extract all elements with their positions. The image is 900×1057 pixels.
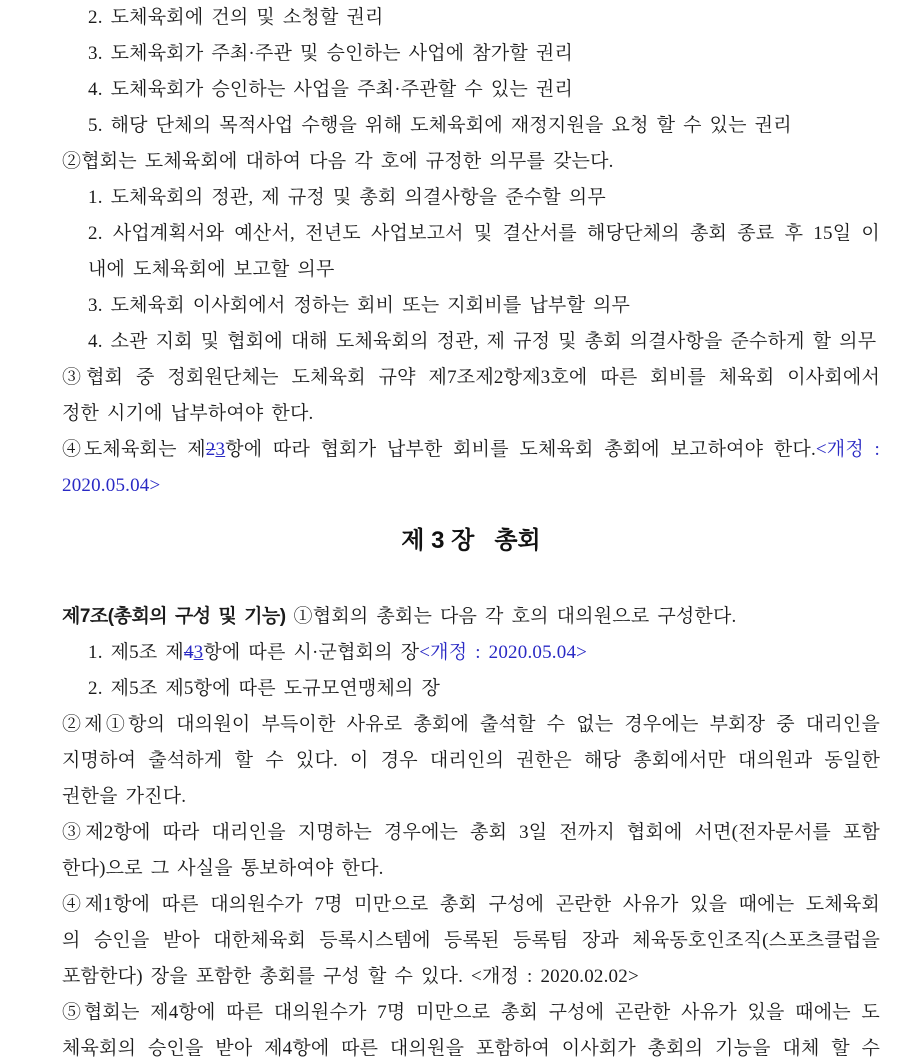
doc-line <box>62 216 880 252</box>
body-text: 1. 제5조 제 <box>88 642 184 663</box>
body-text: ⑤협회는 제4항에 따른 대의원수가 7명 미만으로 총회 구성에 곤란한 사유가 있을 때에는 도 <box>62 1002 880 1023</box>
doc-line <box>62 707 880 743</box>
doc-line <box>62 995 880 1031</box>
doc-line <box>62 468 880 504</box>
revision-note: <개정 : 2020.05.04> <box>419 642 588 663</box>
body-text: 5. 해당 단체의 목적사업 수행을 위해 도체육회에 재정지원을 요청 할 수 있는 권리 <box>88 115 792 136</box>
inserted-text: 3 <box>193 642 204 663</box>
doc-line <box>62 743 880 779</box>
body-text: ②제①항의 대의원이 부득이한 사유로 총회에 출석할 수 없는 경우에는 부회장 중 대리인을 <box>62 714 880 735</box>
body-text: 4. 소관 지회 및 협회에 대해 도체육회의 정관, 제 규정 및 총회 의결사항을 준수하게 할 의무 <box>88 331 877 352</box>
chapter-heading: 제 3 장 총회 <box>401 527 541 554</box>
body-text: ①협회의 총회는 다음 각 호의 대의원으로 구성한다. <box>285 606 737 627</box>
doc-line <box>62 72 880 108</box>
body-text: ②협회는 도체육회에 대하여 다음 각 호에 규정한 의무를 갖는다. <box>62 151 614 172</box>
revision-note: 2020.05.04> <box>62 475 161 496</box>
body-text: 내에 도체육회에 보고할 의무 <box>88 259 335 280</box>
body-text: 2. 사업계획서와 예산서, 전년도 사업보고서 및 결산서를 해당단체의 총회 종료 후 15일 이 <box>88 223 880 244</box>
document-body <box>62 0 880 1057</box>
doc-line <box>62 396 880 432</box>
body-text: 권한을 가진다. <box>62 786 187 807</box>
doc-line <box>62 36 880 72</box>
inserted-text: 3 <box>215 439 226 460</box>
doc-line <box>62 252 880 288</box>
body-text: 1. 도체육회의 정관, 제 규정 및 총회 의결사항을 준수할 의무 <box>88 187 606 208</box>
doc-line <box>62 851 880 887</box>
doc-line <box>62 288 880 324</box>
doc-line <box>62 959 880 995</box>
revision-note: <개정 : <box>815 439 880 460</box>
doc-line <box>62 324 880 360</box>
deleted-text: 4 <box>183 642 194 663</box>
body-text: ④제1항에 따른 대의원수가 7명 미만으로 총회 구성에 곤란한 사유가 있을 때에는 도체육회 <box>62 894 880 915</box>
doc-line <box>62 671 880 707</box>
body-text: 정한 시기에 납부하여야 한다. <box>62 403 314 424</box>
doc-line <box>62 432 880 468</box>
doc-line <box>62 887 880 923</box>
body-text: 항에 따라 협회가 납부한 회비를 도체육회 총회에 보고하여야 한다. <box>225 439 816 460</box>
doc-line <box>62 923 880 959</box>
body-text: ④도체육회는 제 <box>62 439 206 460</box>
doc-line <box>62 144 880 180</box>
doc-line <box>62 815 880 851</box>
body-text: ③제2항에 따라 대리인을 지명하는 경우에는 총회 3일 전까지 협회에 서면(전자문서를 포함 <box>62 822 880 843</box>
doc-line <box>62 779 880 815</box>
doc-line <box>62 360 880 396</box>
body-text: 2. 제5조 제5항에 따른 도규모연맹체의 장 <box>88 678 441 699</box>
body-text: ③협회 중 정회원단체는 도체육회 규약 제7조제2항제3호에 따른 회비를 체육회 이사회에서 <box>62 367 880 388</box>
doc-line <box>62 1031 880 1057</box>
body-text: 항에 따른 시·군협회의 장 <box>203 642 420 663</box>
body-text: 체육회의 승인을 받아 제4항에 따른 대의원을 포함하여 이사회가 총회의 기능을 대체 할 수 <box>62 1038 880 1057</box>
deleted-text: 2 <box>205 439 216 460</box>
body-text: 3. 도체육회 이사회에서 정하는 회비 또는 지회비를 납부할 의무 <box>88 295 631 316</box>
body-text: 지명하여 출석하게 할 수 있다. 이 경우 대리인의 권한은 해당 총회에서만 대의원과 동일한 <box>62 750 880 771</box>
doc-line <box>62 180 880 216</box>
body-text: 3. 도체육회가 주최·주관 및 승인하는 사업에 참가할 권리 <box>88 43 574 64</box>
body-text: 4. 도체육회가 승인하는 사업을 주최·주관할 수 있는 권리 <box>88 79 574 100</box>
body-text: 의 승인을 받아 대한체육회 등록시스템에 등록된 등록팀 장과 체육동호인조직(스포츠클럽을 <box>62 930 880 951</box>
body-text: 포함한다) 장을 포함한 총회를 구성 할 수 있다. <개정 : 2020.02.02> <box>62 966 639 987</box>
doc-line <box>62 635 880 671</box>
doc-line <box>62 0 880 36</box>
doc-line <box>62 108 880 144</box>
body-text: 2. 도체육회에 건의 및 소청할 권리 <box>88 7 384 28</box>
body-text: 한다)으로 그 사실을 통보하여야 한다. <box>62 858 384 879</box>
doc-line <box>62 599 880 635</box>
article-title: 제7조(총회의 구성 및 기능) <box>62 606 286 627</box>
